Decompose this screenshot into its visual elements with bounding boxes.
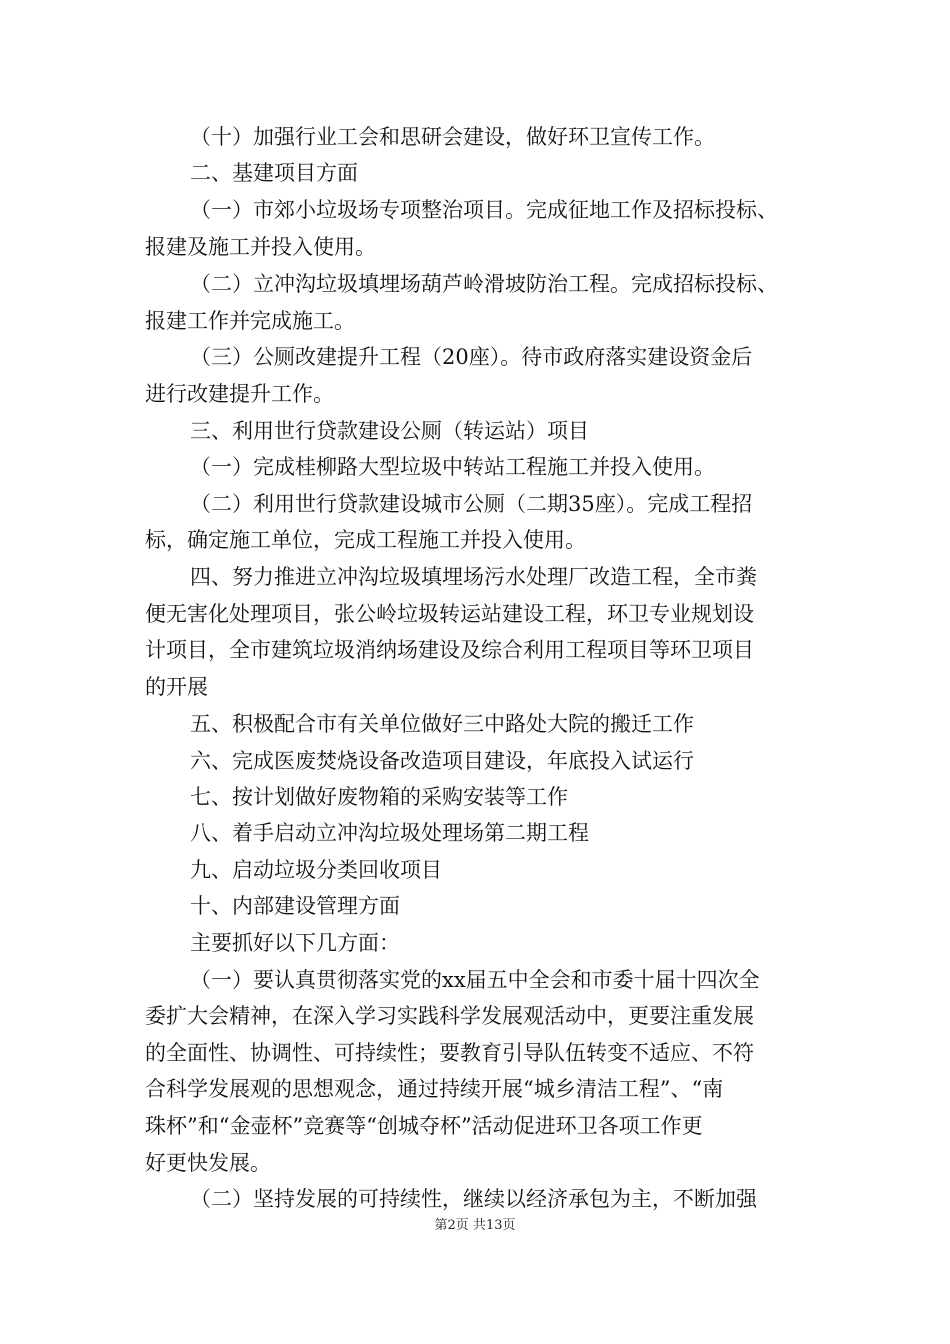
page-footer: [0, 1218, 950, 1234]
text-line: 标，确定施工单位，完成工程施工并投入使用。: [145, 528, 586, 552]
text-line: 三、利用世行贷款建设公厕（转运站）项目: [190, 419, 589, 443]
text-line: 的开展: [145, 675, 208, 699]
text-line: 便无害化处理项目，张公岭垃圾转运站建设工程，环卫专业规划设: [145, 602, 754, 626]
text-line: 六、完成医废焚烧设备改造项目建设，年底投入试运行: [190, 749, 694, 773]
text-line: （二）立冲沟垃圾填埋场葫芦岭滑坡防治工程。完成招标投标、: [190, 272, 778, 296]
text-line: 四、努力推进立冲沟垃圾填埋场污水处理厂改造工程，全市粪: [190, 565, 757, 589]
text-line: 合科学发展观的思想观念，通过持续开展“城乡清洁工程”、“南: [145, 1077, 724, 1101]
text-line: （三）公厕改建提升工程（20座）。待市政府落实建设资金后: [190, 345, 753, 369]
total-pages: 13: [485, 1218, 503, 1233]
text-line: （一）要认真贯彻落实党的xx届五中全会和市委十届十四次全: [190, 968, 760, 992]
text-line: （二）坚持发展的可持续性，继续以经济承包为主，不断加强: [190, 1187, 757, 1211]
text-line: （十）加强行业工会和思研会建设，做好环卫宣传工作。: [190, 125, 715, 149]
footer-prefix: 第: [434, 1218, 448, 1233]
text-line: 九、启动垃圾分类回收项目: [190, 858, 442, 882]
text-line: 主要抓好以下几方面：: [190, 931, 400, 955]
text-line: 好更快发展。: [145, 1151, 271, 1175]
text-line: （二）利用世行贷款建设城市公厕（二期35座）。完成工程招: [190, 492, 753, 516]
text-line: 报建工作并完成施工。: [145, 309, 355, 333]
footer-suffix: 页: [502, 1218, 516, 1233]
text-line: 十、内部建设管理方面: [190, 894, 400, 918]
text-line: 珠杯”和“金壶杯”竞赛等“创城夺杯”活动促进环卫各项工作更: [145, 1114, 703, 1138]
text-line: 二、基建项目方面: [190, 161, 358, 185]
text-line: 进行改建提升工作。: [145, 382, 334, 406]
text-line: 五、积极配合市有关单位做好三中路处大院的搬迁工作: [190, 712, 694, 736]
text-line: 报建及施工并投入使用。: [145, 235, 376, 259]
footer-middle: 页 共: [455, 1218, 486, 1233]
text-line: 计项目，全市建筑垃圾消纳场建设及综合利用工程项目等环卫项目: [145, 638, 754, 662]
page-number: 2: [447, 1218, 456, 1233]
text-line: （一）市郊小垃圾场专项整治项目。完成征地工作及招标投标、: [190, 198, 778, 222]
text-line: （一）完成桂柳路大型垃圾中转站工程施工并投入使用。: [190, 455, 715, 479]
text-line: 的全面性、协调性、可持续性；要教育引导队伍转变不适应、不符: [145, 1041, 754, 1065]
text-line: 委扩大会精神，在深入学习实践科学发展观活动中，更要注重发展: [145, 1004, 754, 1028]
text-line: 八、着手启动立冲沟垃圾处理场第二期工程: [190, 821, 589, 845]
text-line: 七、按计划做好废物箱的采购安装等工作: [190, 785, 568, 809]
